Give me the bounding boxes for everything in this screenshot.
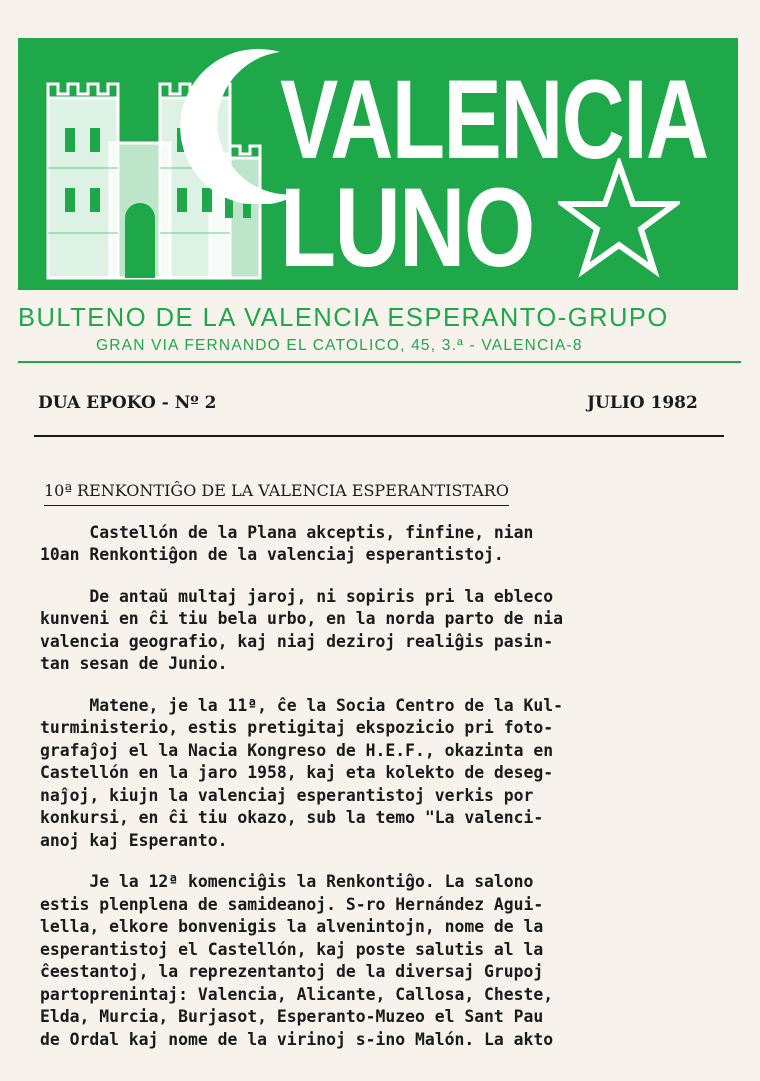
issue-date: JULIO 1982 [587, 393, 698, 413]
article-paragraph: Castellón de la Plana akceptis, finfine, nian 10an Renkontiĝon de la valenciaj esperantistoj. [40, 522, 534, 564]
masthead-title-line2: LUNO [280, 165, 534, 290]
black-divider [34, 435, 724, 437]
masthead-banner [18, 38, 738, 290]
article-heading: 10ª RENKONTIĜO DE LA VALENCIA ESPERANTISTARO [44, 480, 509, 506]
article [40, 480, 756, 1070]
group-address: GRAN VIA FERNANDO EL CATOLICO, 45, 3.ª - VALENCIA-8 [96, 337, 583, 354]
green-divider [18, 361, 741, 363]
article-paragraph: Matene, je la 11ª, ĉe la Socia Centro de la Kul- turministerio, estis pretigitaj ekspozicio pri foto- grafaĵoj el la Nacia Kongreso de H.E.F., okazinta en Castellón en la jaro 1958, kaj eta kolekto de deseg- naĵoj, kiujn la valenciaj esperantistoj verkis por konkursi, en ĉi tiu okazo, sub la temo "La valenci- anoj kaj Esperanto. [40, 695, 564, 850]
article-paragraph: Je la 12ª komenciĝis la Renkontiĝo. La salono estis plenplena de samideanoj. S-ro Hernández Agui- lella, elkore bonvenigis la alvenintojn, nome de la esperantistoj el Castellón, kaj poste salutis al la ĉeestantoj, la reprezentantoj de la diversaj Grupoj partoprenintaj: Valencia, Alicante, Callosa, Cheste, Elda, Murcia, Burjasot, Esperanto-Muzeo el Sant Pau de Ordal kaj nome de la virinoj s-ino Malón. La akto [40, 872, 554, 1049]
article-paragraph: De antaŭ multaj jaroj, ni sopiris pri la ebleco kunveni en ĉi tiu bela urbo, en la norda parto de nia valencia geografio, kaj niaj deziroj realiĝis pasin- tan sesan de Junio. [40, 586, 564, 673]
esperanto-star-icon [558, 158, 680, 278]
issue-number: DUA EPOKO - Nº 2 [38, 393, 217, 413]
masthead-title-line1: VALENCIA [280, 57, 708, 182]
bulletin-subtitle: BULTENO DE LA VALENCIA ESPERANTO-GRUPO [18, 304, 669, 332]
